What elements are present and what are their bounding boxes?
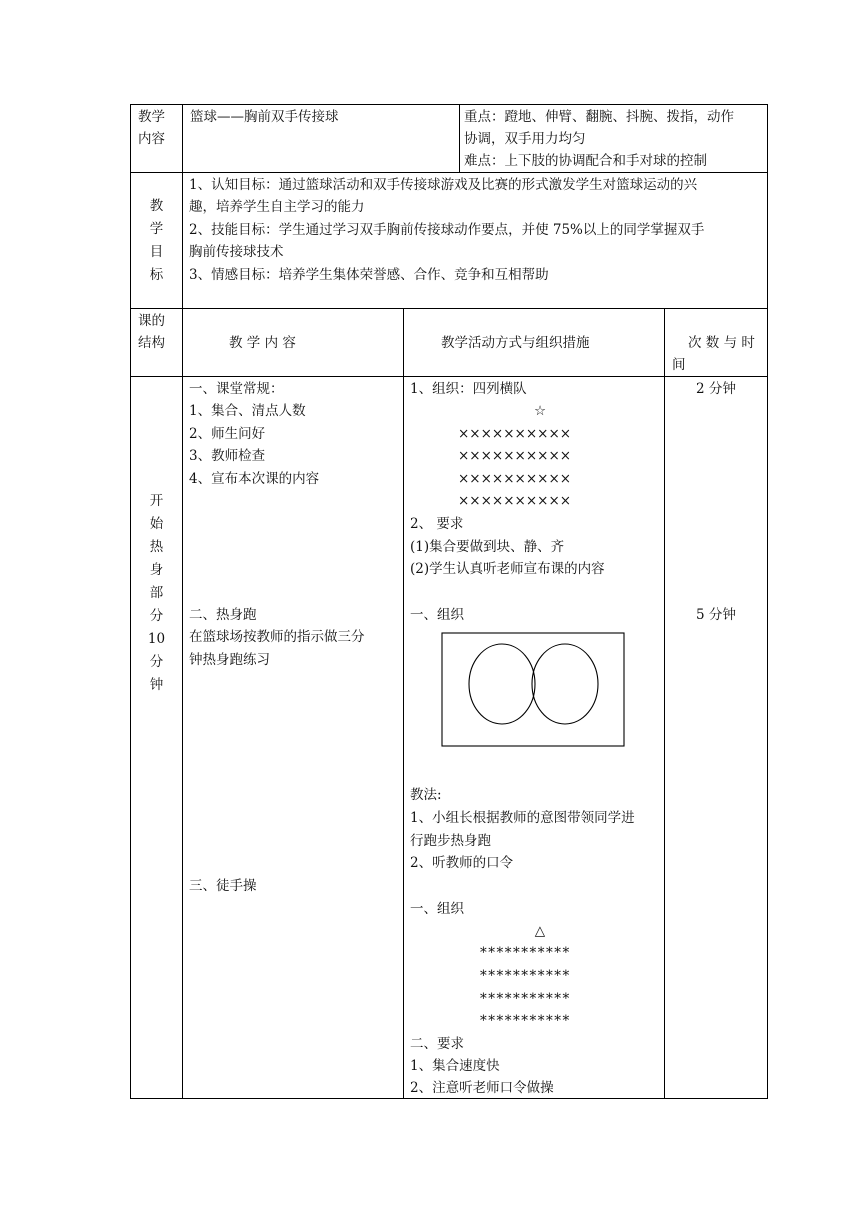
warmup-header-char: 部 [149, 585, 164, 601]
goal-line-3: 2、技能目标：学生通过学习双手胸前传接球动作要点，并使 75%以上的同学掌握双手 [189, 222, 705, 238]
method-run-organize-title: 一、组织 [410, 607, 464, 623]
warmup-header-char: 分 [149, 608, 164, 624]
row2-header-char: 目 [149, 244, 164, 260]
running-track-diagram [441, 632, 626, 748]
content-routine-item: 3、教师检查 [189, 448, 266, 464]
content-column-header: 教 学 内 容 [229, 335, 296, 351]
row1-header-line-1: 教学 [138, 109, 165, 125]
formation-star-row: *********** [480, 1013, 571, 1029]
method-column-header: 教学活动方式与组织措施 [441, 335, 590, 351]
method-notes-line: 行跑步热身跑 [410, 833, 491, 849]
row2-header [131, 195, 182, 287]
formation-star-row: *********** [480, 991, 571, 1007]
method-notes-line: 2、听教师的口令 [410, 855, 514, 871]
method-organize-title: 1、组织：四列横队 [410, 381, 527, 397]
method-column-divider [403, 308, 404, 1098]
formation-star-row: *********** [480, 945, 571, 961]
formation-x-row: ×××××××××× [458, 471, 572, 487]
content-routine-item: 1、集合、清点人数 [189, 403, 306, 419]
formation-star-row: *********** [480, 968, 571, 984]
content-routine-item: 4、宣布本次课的内容 [189, 471, 320, 487]
teacher-star-mark: ☆ [533, 403, 547, 419]
time-column-header-line-2: 间 [672, 357, 686, 373]
table-border-right [767, 104, 768, 1099]
warmup-header-char: 始 [149, 516, 164, 532]
method-exercise-req-title: 二、要求 [410, 1036, 464, 1052]
row2-header-char: 教 [149, 198, 164, 214]
row1-header-line-2: 内容 [138, 131, 165, 147]
time-column-header-line-1: 次 数 与 时 [688, 335, 755, 351]
method-requirement-item: (1)集合要做到块、静、齐 [410, 539, 565, 555]
teacher-triangle-mark: △ [534, 923, 546, 939]
key-point-line-1: 重点：蹬地、伸臂、翻腕、抖腕、拨指，动作 [464, 109, 734, 125]
key-point-line-2: 协调，双手用力均匀 [464, 131, 586, 147]
method-exercise-req-item: 1、集合速度快 [410, 1058, 500, 1074]
content-routine-title: 一、课堂常规： [189, 381, 284, 397]
method-exercise-organize-title: 一、组织 [410, 901, 464, 917]
warmup-header-char: 热 [149, 539, 164, 555]
content-warmup-line: 在篮球场按教师的指示做三分 [189, 629, 365, 645]
method-notes-line: 1、小组长根据教师的意图带领同学进 [410, 810, 635, 826]
header-column-divider [182, 104, 183, 1099]
warmup-header-char: 钟 [149, 677, 164, 693]
row2-header-char: 标 [149, 267, 164, 283]
row2-header-char: 学 [149, 221, 164, 237]
formation-x-row: ×××××××××× [458, 426, 572, 442]
method-exercise-req-item: 2、注意听老师口令做操 [410, 1080, 554, 1096]
warmup-section-header [131, 490, 182, 697]
warmup-header-char: 10 [147, 631, 166, 647]
content-warmup-title: 二、热身跑 [189, 607, 257, 623]
goal-line-2: 趣，培养学生自主学习的能力 [189, 199, 365, 215]
track-loop-right [532, 644, 598, 724]
difficulty-line: 难点：上下肢的协调配合和手对球的控制 [464, 153, 707, 169]
formation-x-row: ×××××××××× [458, 493, 572, 509]
time-routine: 2 分钟 [696, 381, 736, 397]
goal-line-5: 3、情感目标：培养学生集体荣誉感、合作、竞争和互相帮助 [189, 267, 549, 283]
content-warmup-line: 钟热身跑练习 [189, 652, 270, 668]
content-routine-item: 2、师生问好 [189, 426, 266, 442]
method-notes-title: 教法: [410, 787, 442, 803]
warmup-header-char: 分 [149, 654, 164, 670]
goal-line-4: 胸前传接球技术 [189, 244, 284, 260]
formation-x-row: ×××××××××× [458, 448, 572, 464]
row-divider-2 [130, 308, 768, 309]
time-column-divider [664, 308, 665, 1098]
content-exercise-title: 三、徒手操 [189, 878, 257, 894]
method-requirement-title: 2、 要求 [410, 516, 464, 532]
track-loop-left [469, 644, 535, 724]
time-warmup-run: 5 分钟 [696, 607, 736, 623]
row3-header-line-1: 课的 [138, 313, 165, 329]
table-border-top [130, 104, 768, 105]
warmup-header-char: 开 [149, 493, 164, 509]
method-requirement-item: (2)学生认真听老师宣布课的内容 [410, 561, 605, 577]
row3-header-line-2: 结构 [138, 335, 165, 351]
lesson-title: 篮球——胸前双手传接球 [190, 109, 339, 125]
warmup-header-char: 身 [149, 562, 164, 578]
row1-divider [459, 104, 460, 172]
goal-line-1: 1、认知目标：通过篮球活动和双手传接球游戏及比赛的形式激发学生对篮球运动的兴 [189, 177, 698, 193]
